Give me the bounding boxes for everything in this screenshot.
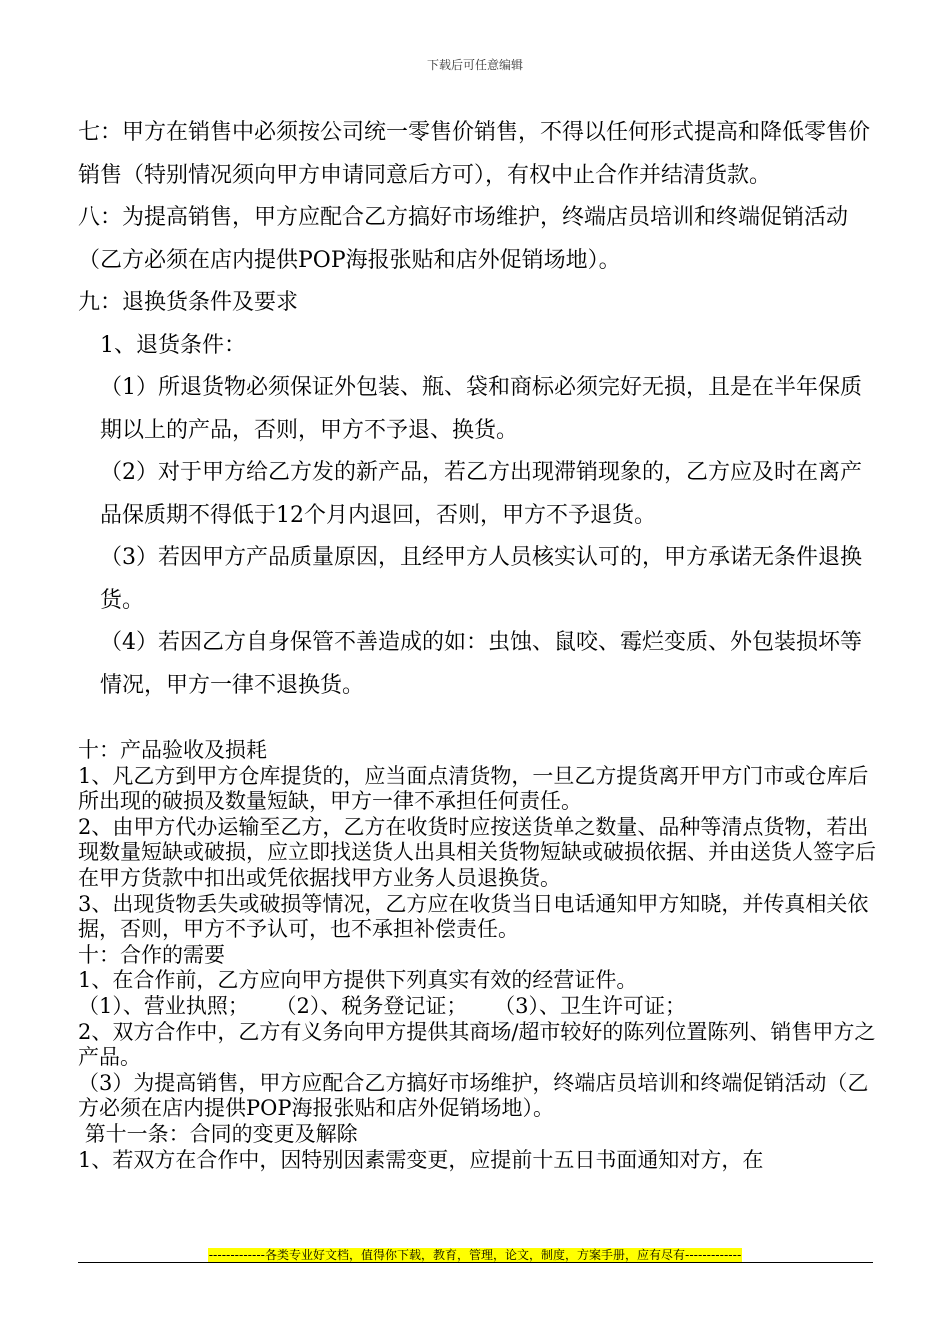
clause-10-item-1: 1、凡乙方到甲方仓库提货的，应当面点清货物，一旦乙方提货离开甲方门市或仓库后所出现的破损及数量短缺，甲方一律不承担任何责任。 [78,763,869,814]
footer-divider [78,1262,873,1263]
clause-11-item-1: 1、若双方在合作中，因特别因素需变更，应提前十五日书面通知对方，在 [78,1147,764,1172]
page-header: 下载后可任意编辑 [426,58,523,72]
page-footer [0,1244,950,1263]
return-conditions-heading: 1、退货条件： [100,332,246,358]
cooperation-item-1: 1、在合作前，乙方应向甲方提供下列真实有效的经营证件。 [78,968,638,993]
contract-body-lower [78,738,878,1173]
cooperation-item-3: （3）为提高销售，甲方应配合乙方搞好市场维护，终端店员培训和终端促销活动（乙方必须在店内提供POP海报张贴和店外促销场地）。 [78,1070,869,1121]
clause-11-heading: 第十一条：合同的变更及解除 [78,1121,358,1146]
clause-10-heading: 十：产品验收及损耗 [78,738,267,762]
clause-10-item-2: 2、由甲方代办运输至乙方，乙方在收货时应按送货单之数量、品种等清点货物，若出现数量短缺或破损，应立即找送货人出具相关货物短缺或破损依据、并由送货人签字后在甲方货款中扣出或凭依据找甲方业务人员退换货。 [78,814,876,890]
contract-body-upper [78,112,878,707]
return-condition-3: （3）若因甲方产品质量原因，且经甲方人员核实认可的，甲方承诺无条件退换货。 [100,545,862,613]
cooperation-heading: 十：合作的需要 [78,942,225,967]
certificates-list: （1）、营业执照； （2）、税务登记证； （3）、卫生许可证； [78,993,686,1018]
clause-7: 七：甲方在销售中必须按公司统一零售价销售，不得以任何形式提高和降低零售价销售（特别情况须向甲方申请同意后方可），有权中止合作并结清货款。 [78,120,871,188]
clause-9-heading: 九：退换货条件及要求 [78,290,299,315]
clause-8: 八：为提高销售，甲方应配合乙方搞好市场维护，终端店员培训和终端促销活动（乙方必须在店内提供POP海报张贴和店外促销场地）。 [78,205,849,273]
footer-banner-text: -------------各类专业好文档，值得你下载，教育，管理，论文，制度，方案手册，应有尽有------------- [208,1248,742,1262]
return-condition-4: （4）若因乙方自身保管不善造成的如：虫蚀、鼠咬、霉烂变质、外包装损坏等情况，甲方一律不退换货。 [100,630,862,698]
return-condition-1: （1）所退货物必须保证外包装、瓶、袋和商标必须完好无损，且是在半年保质期以上的产品，否则，甲方不予退、换货。 [100,375,862,443]
return-condition-2: （2）对于甲方给乙方发的新产品，若乙方出现滞销现象的，乙方应及时在离产品保质期不得低于12个月内退回，否则，甲方不予退货。 [100,460,862,528]
clause-10-item-3: 3、出现货物丢失或破损等情况，乙方应在收货当日电话通知甲方知晓，并传真相关依据，否则，甲方不予认可，也不承担补偿责任。 [78,891,869,942]
cooperation-item-2: 2、双方合作中，乙方有义务向甲方提供其商场/超市较好的陈列位置陈列、销售甲方之产品。 [78,1019,876,1070]
